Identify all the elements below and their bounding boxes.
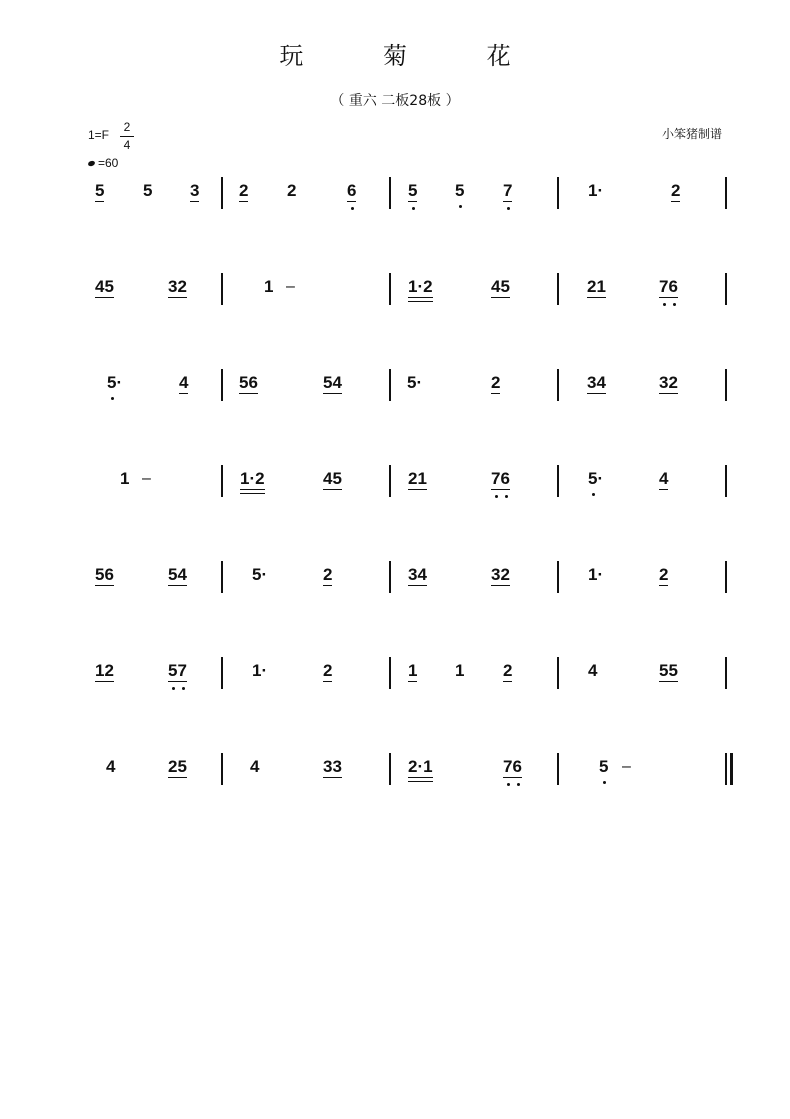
note: 4 [106,757,116,776]
note: 2 [491,373,501,392]
note-extension: – [286,278,295,295]
note: 5· [588,470,603,488]
note-extension: – [622,758,631,775]
note: 2 [239,181,249,200]
note: 2 [323,565,333,584]
note: 32 [168,277,187,296]
note: 45 [95,277,114,296]
meter-top: 2 [123,120,131,134]
barline [389,657,391,689]
tempo-value: =60 [98,156,119,170]
barline [389,753,391,785]
note: 2 [323,661,333,680]
note: 54 [168,565,187,584]
note: 4 [250,757,260,776]
note: 5 [143,181,153,200]
note: 56 [239,373,258,392]
barline [557,177,559,209]
final-barline-thin [725,753,727,785]
note: 25 [168,757,187,776]
note: 1 [264,277,274,296]
note: 6 [347,182,356,202]
barline [221,657,223,689]
barline [557,273,559,305]
barline [221,465,223,497]
barline [725,561,727,593]
note: 76 [503,758,522,778]
note: 2·1 [408,757,433,776]
note: 5· [407,373,423,392]
note: 5· [107,374,122,392]
final-barline-thick [730,753,733,785]
staff-row [92,657,732,691]
note: 1 [408,661,418,680]
barline [389,177,391,209]
note: 5 [599,758,608,776]
barline [221,273,223,305]
note: 1· [588,181,604,200]
note: 54 [323,373,342,392]
barline [557,369,559,401]
note: 4 [588,661,598,680]
note: 76 [659,278,678,298]
note: 21 [587,277,606,296]
note: 76 [491,470,510,490]
staff-row [92,177,732,211]
note: 4 [659,469,669,488]
barline [725,177,727,209]
note: 1· [252,661,268,680]
barline [221,753,223,785]
meter-bottom: 4 [123,138,131,152]
note: 3 [190,181,200,200]
note: 34 [587,373,606,392]
staff-row [92,561,732,595]
note: 1· [588,565,604,584]
note: 2 [503,661,513,680]
staff-row [92,369,732,403]
note: 2 [659,565,669,584]
subtitle: （ 重六 二板28板 ） [330,93,460,109]
barline [221,177,223,209]
barline [389,561,391,593]
barline [389,273,391,305]
note: 2 [671,181,681,200]
note: 5· [252,565,268,584]
note: 45 [323,469,342,488]
barline [557,465,559,497]
note: 7 [503,182,512,202]
note: 5 [455,182,464,200]
note: 1·2 [240,469,265,488]
page-title: 玩 菊 花 [279,42,547,70]
note: 1 [120,469,130,488]
time-signature [120,120,134,153]
note: 32 [659,373,678,392]
barline [725,273,727,305]
note: 1 [455,661,465,680]
tempo-marking [88,156,118,170]
key-signature: 1=F [88,128,110,142]
note: 1·2 [408,277,433,296]
note: 5 [95,181,105,200]
note: 57 [168,662,187,682]
note: 4 [179,373,189,392]
note: 34 [408,565,427,584]
barline [557,561,559,593]
barline [389,465,391,497]
barline [725,657,727,689]
barline [557,657,559,689]
staff-row [92,465,732,499]
note: 32 [491,565,510,584]
note: 5 [408,182,417,202]
arranger-credit: 小笨猪制谱 [661,127,722,141]
note: 45 [491,277,510,296]
barline [221,369,223,401]
barline [725,465,727,497]
note: 12 [95,661,114,680]
staff-row [92,753,732,787]
quarter-note-icon [87,159,95,166]
barline [557,753,559,785]
note: 21 [408,469,427,488]
note: 56 [95,565,114,584]
barline [389,369,391,401]
note: 2 [287,181,297,200]
note-extension: – [142,470,151,487]
barline [725,369,727,401]
note: 55 [659,661,678,680]
barline [221,561,223,593]
staff-row [92,273,732,307]
note: 33 [323,757,342,776]
